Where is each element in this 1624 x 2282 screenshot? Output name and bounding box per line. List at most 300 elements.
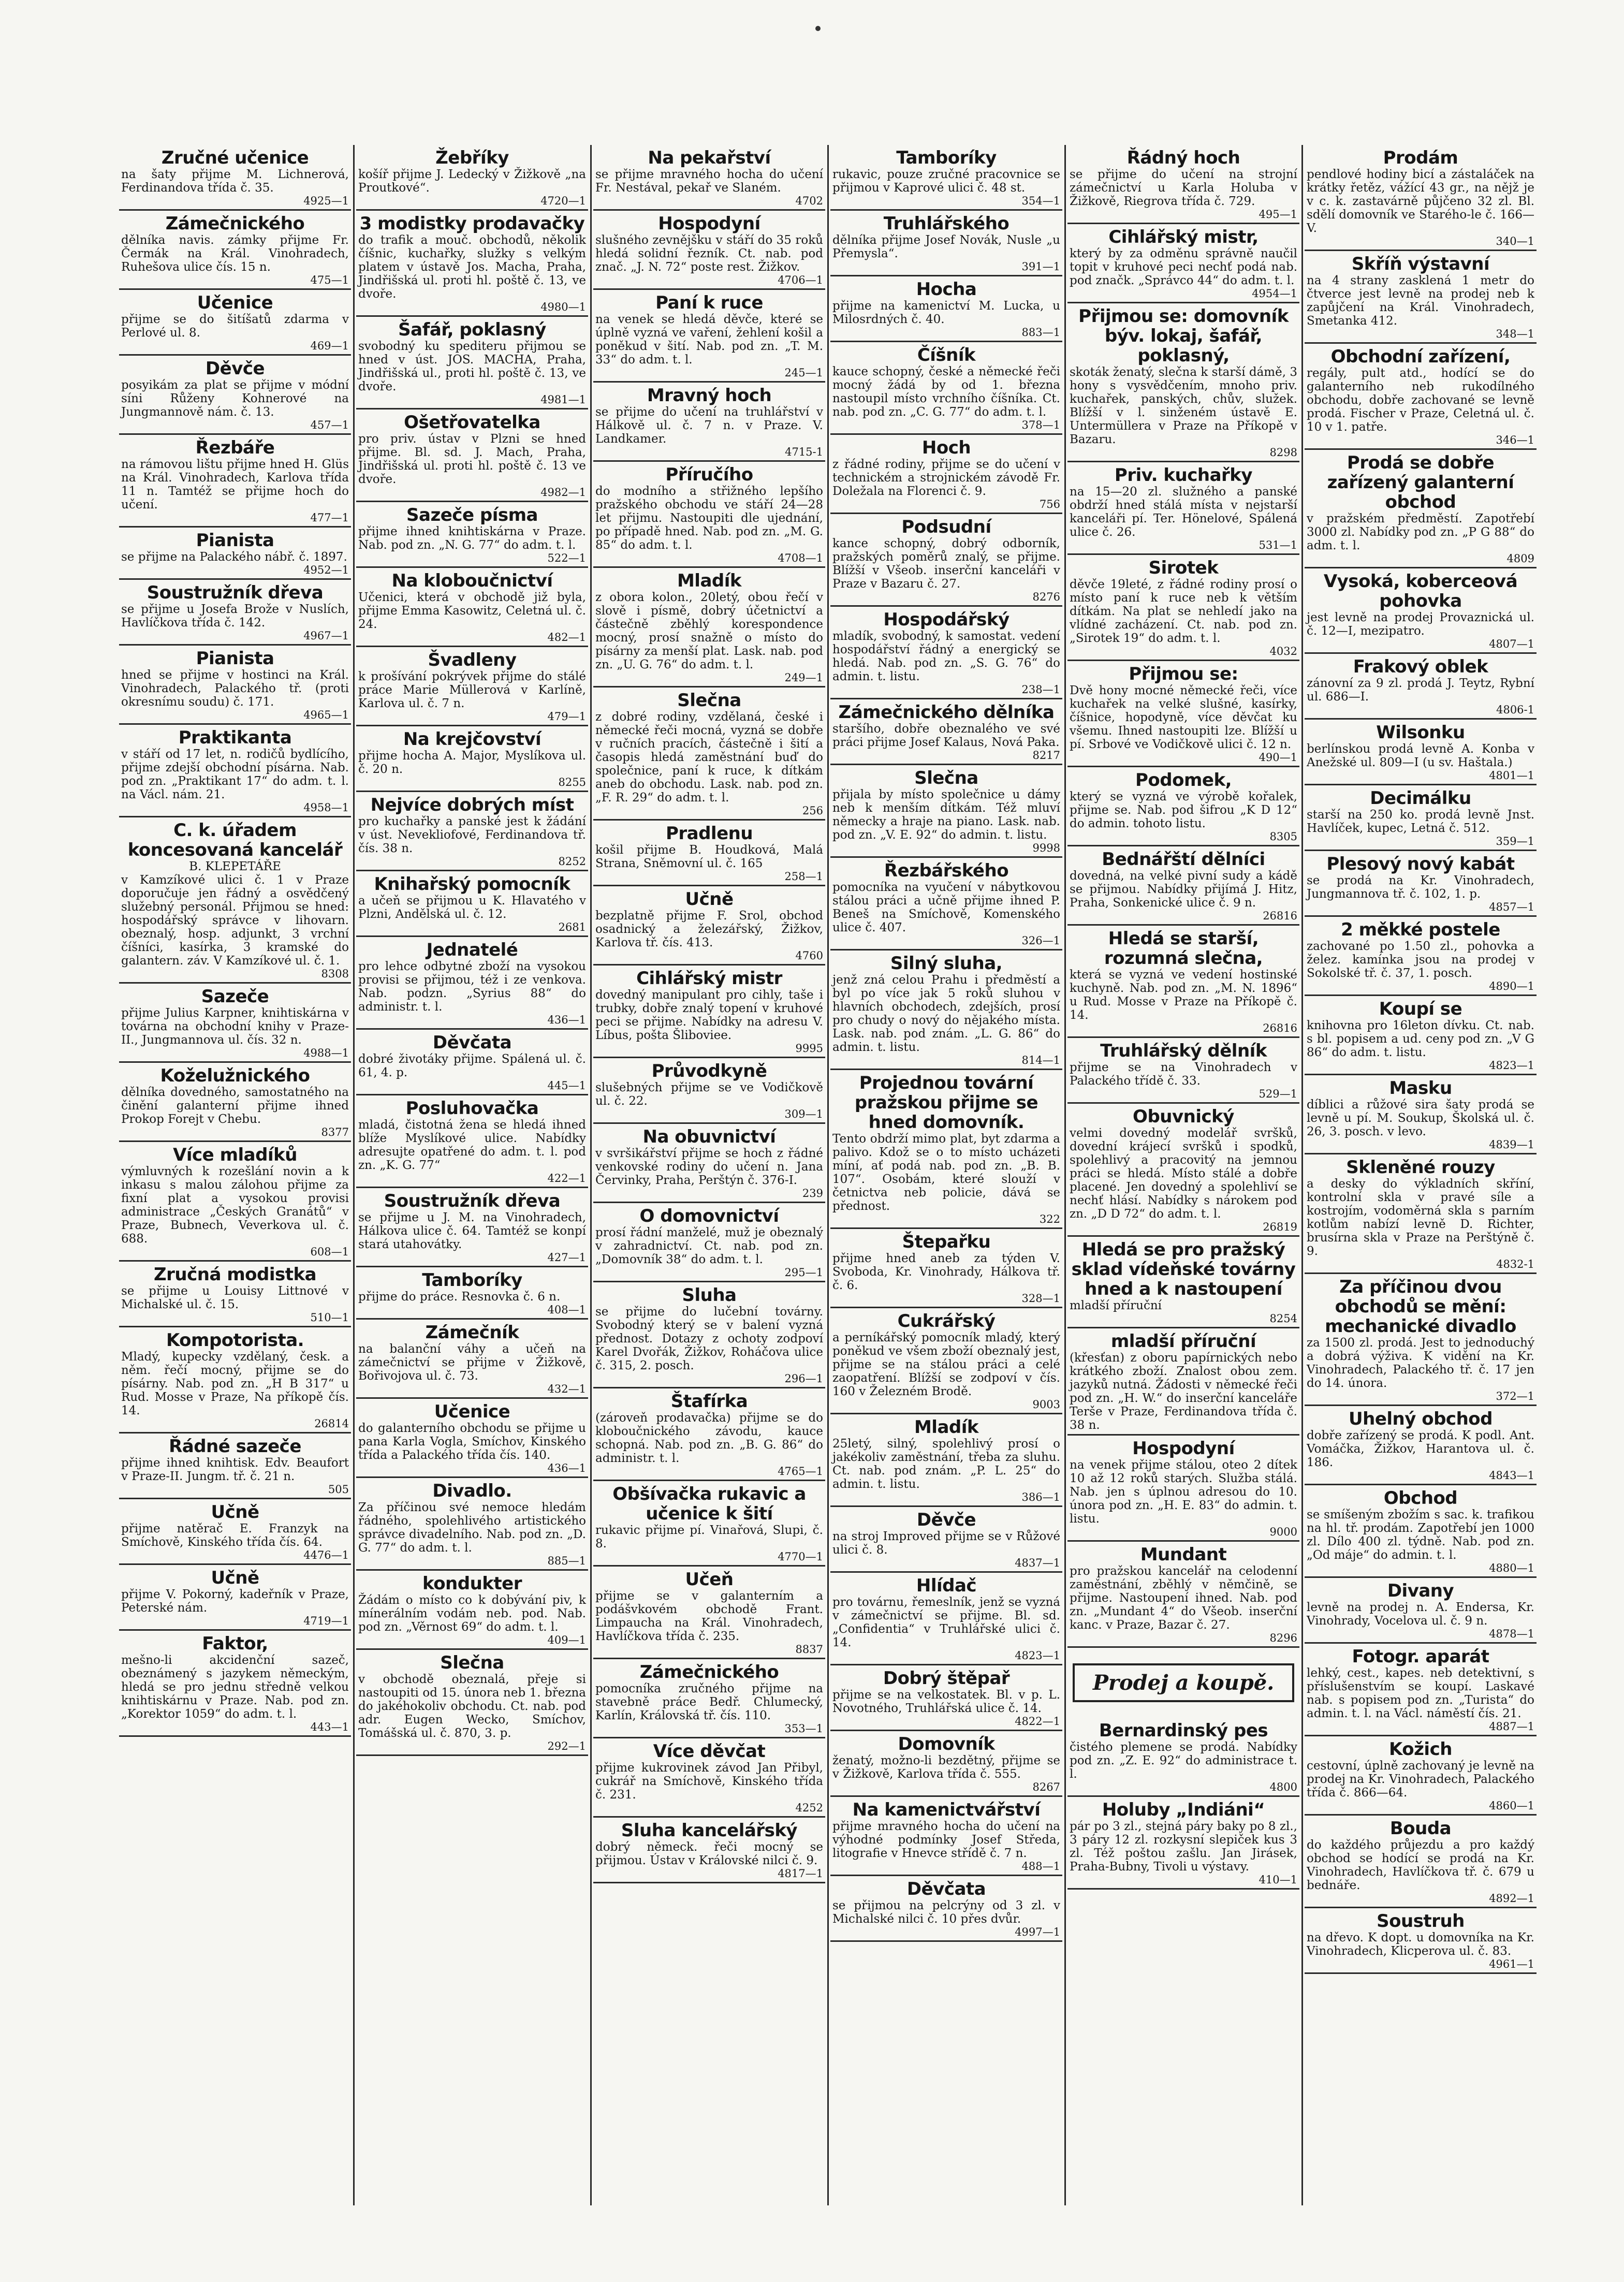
ad-body: jenž zná celou Prahu i předměstí a byl po více jak 5 roků sluhou v hlavních obchodech, zdejších, prosí pro chudy o nový do nějakého místa. Lask. nab. pod znám. „L. G. 86“ do admin. t. listu. [832,973,1060,1054]
ad-heading: Sazeče písma [406,505,538,525]
classified-ad [119,145,351,211]
classified-ad [356,792,588,871]
classified-ad [119,1262,351,1327]
ad-code: 309—1 [784,1108,823,1120]
classified-ad [593,1058,825,1124]
ad-body: mešno-li akcidenční sazeč, obeznámený s jazykem německým, hledá se pro jednu středně velkou knihtiskárnu v Praze. Nab. pod zn. „Korektor 1059“ do adm. t. l. [121,1654,349,1721]
ad-heading: Učně [685,889,734,910]
ad-body: který by za odměnu správně naučil topit v kruhové peci nechť podá nab. pod značk. „Správco 44“ do adm. t. l. [1070,247,1297,287]
classified-ad [119,1565,351,1631]
classified-ad [1067,1328,1299,1436]
ad-code: 256 [802,804,823,817]
classified-ad [830,435,1062,514]
classified-ad [830,1876,1062,1942]
classified-ad [1067,1797,1299,1890]
ad-body: v Kamzíkové ulici č. 1 v Praze doporučuje jen řádný a osvědčený služebný personál. Přijmou se hned: hospodářský správce v lihovarn. obeznalý, hosp. adjunkt, 3 vrchní číšníci, kasírka, 3 kramské do galantern. záv. V Kamzíkové ul. č. 1. [121,873,349,968]
classified-ad [119,817,351,984]
ad-code: 409—1 [547,1634,586,1646]
ad-body: v obchodě obeznalá, přeje si nastoupiti od 15. února neb 1. března do jakéhokoliv obchodu. Ct. nab. pod adr. Eugen Wecko, Smíchov, Tomášská ul. č. 870, 3. p. [358,1673,586,1740]
classified-ad [119,1063,351,1142]
ad-body: do modního a střižného lepšího pražského obchodu ve stáří 24—28 let přijmu. Nastoupiti dle ujednání, po případě hned. Nab. pod zn. „M. G. 85“ do adm. t. l. [595,485,823,552]
classified-ad [1305,1908,1537,1974]
ad-code: 4822—1 [1015,1715,1060,1728]
ad-body: staršího, dobře obeznalého ve své práci přijme Josef Kalaus, Nová Paka. [832,722,1060,749]
ad-body: do každého průjezdu a pro každý obchod se hodící se prodá na Kr. Vinohradech, Havlíčkova tř. č. 679 u bednáře. [1307,1838,1534,1892]
ad-code: 340—1 [1496,235,1534,247]
ad-code: 4965—1 [303,709,349,721]
ad-heading: Plesový nový kabát [1326,854,1515,874]
classified-ad [1305,1485,1537,1578]
ad-code: 4823—1 [1015,1649,1060,1662]
ad-body: dovedná, na velké pivní sudy a kádě se přijmou. Nabídky přijímá J. Hitz, Praha, Sonkenické ulice č. 9 n. [1070,869,1297,910]
ad-code: 4839—1 [1489,1138,1534,1151]
ad-heading: Vysoká, koberceová pohovka [1323,571,1518,611]
ad-heading: Více děvčat [653,1741,766,1762]
classified-page [119,145,1543,2205]
ad-code: 4981—1 [540,393,586,406]
classified-ad [356,409,588,502]
column-rule [590,145,592,2205]
ad-code: 26816 [1263,910,1297,922]
ad-body: přijme se do šitíšatů zdarma v Perlové ul. 8. [121,313,349,340]
ad-heading: Nejvíce dobrých míst [370,795,574,815]
classified-ad [593,568,825,687]
ad-heading: Zámečník [425,1322,519,1343]
ad-body: dobře zařízený se prodá. K podl. Ant. Vomáčka, Žižkov, Harantova ul. č. 186. [1307,1429,1534,1469]
ad-code: 510—1 [310,1311,349,1324]
classified-ad [593,1738,825,1818]
ad-heading: Zručné učenice [161,148,309,168]
ad-code: 4961—1 [1489,1958,1534,1970]
classified-ad [1067,462,1299,555]
classified-ad [356,937,588,1030]
ad-code: 469—1 [310,340,349,352]
classified-ad [830,211,1062,276]
ad-heading: Zámečnického [165,213,305,234]
classified-ad [119,725,351,817]
ad-body: se přijme mravného hocha do učení Fr. Nestával, pekař ve Slaném. [595,168,823,195]
ad-code: 4770—1 [778,1550,823,1563]
ad-body: na dřevo. K dopt. u domovníka na Kr. Vinohradech, Klicperova ul. č. 83. [1307,1931,1534,1958]
ad-code: 436—1 [547,1014,586,1026]
classified-ad [593,886,825,966]
print-speck [815,26,821,31]
ad-code: 8255 [558,776,586,788]
ad-body: přijme se na velkostatek. Bl. v p. L. Novotného, Truhlářská ulice č. 14. [832,1688,1060,1715]
classified-ad [1067,1542,1299,1648]
classified-ad [1067,1436,1299,1542]
ad-heading: Koupí se [1379,999,1462,1019]
classified-ad [356,1188,588,1267]
classified-ad [356,871,588,937]
ad-heading: Frakový oblek [1353,656,1488,677]
ad-body: mladík, svobodný, k samostat. vedení hospodářství řádný a energický se hledá. Nab. pod zn. „S. G. 76“ do admin. t. listu. [832,630,1060,683]
ad-code: 410—1 [1259,1874,1297,1886]
ad-body: na 4 strany zasklená 1 metr do čtverce jest levně na prodej neb k zapůjčení na Král. Vinohradech, Smetanka 412. [1307,274,1534,328]
ad-heading: O domovnictví [639,1206,779,1226]
classified-ad [1067,555,1299,661]
ad-code: 4708—1 [778,552,823,564]
ad-body: starší na 250 ko. prodá levně Jnst. Havlíček, kupec, Letná č. 512. [1307,808,1534,835]
classified-ad [119,356,351,435]
ad-body: do trafik a mouč. obchodů, několik číšnic, kuchařky, služky s velkým platem v ústavě Jos. Macha, Praha, Jindřišská ul. proti hl. poště č. 13, ve dvoře. [358,233,586,301]
ad-code: 4719—1 [303,1615,349,1627]
classified-ad [1305,568,1537,654]
ad-code: 8305 [1269,830,1297,843]
classified-ad [1067,1104,1299,1237]
ad-body: rukavic, pouze zručné pracovnice se přijmou v Kaprové ulici č. 48 st. [832,168,1060,195]
ad-body: levně na prodej n. A. Endersa, Kr. Vinohrady, Vocelova ul. č. 9 n. [1307,1601,1534,1628]
ad-body: přijme natěrač E. Franzyk na Smíchově, Kinského třída čís. 64. [121,1522,349,1549]
ad-body: na 15—20 zl. služného a panské obdrží hned stálá místa v nejstarší kanceláři pí. Ter. Hönelové, Spálená ulice č. 26. [1070,485,1297,539]
classified-ad [593,383,825,462]
ad-code: 4807—1 [1489,638,1534,650]
classified-ad [1067,926,1299,1038]
ad-body: dovedný manipulant pro cihly, taše i trubky, dobře znalý topení v kruhové peci se přijme. Nabídky na adresu V. Líbus, pošta Šliboviee. [595,988,823,1042]
ad-code: 348—1 [1496,328,1534,340]
ad-code: 408—1 [547,1304,586,1316]
classified-ad [1305,1274,1537,1406]
column-4 [830,145,1062,2205]
ad-heading: Sirotek [1148,558,1219,578]
ad-body: kauce schopný, české a německé řeči mocný žádá by od 1. března nastoupil místo vrchního číšníka. Ct. nab. pod zn. „C. G. 77“ do adm. t. l. [832,365,1060,419]
ad-body: ženatý, možno-li bezdětný, přijme se v Žižkově, Karlova třída č. 555. [832,1754,1060,1781]
ad-heading: Zámečnického dělníka [838,702,1055,723]
classified-ad [119,290,351,356]
ad-code: 26816 [1263,1022,1297,1034]
ad-heading: Decimálku [1370,788,1471,809]
ad-code: 8296 [1269,1632,1297,1644]
classified-ad [119,984,351,1063]
ad-heading: 2 měkké postele [1341,919,1500,940]
ad-body: čistého plemene se prodá. Nabídky pod zn. „Z. E. 92“ do administrace t. l. [1070,1740,1297,1781]
ad-code: 4823—1 [1489,1059,1534,1072]
ad-heading: Priv. kuchařky [1114,465,1253,486]
classified-ad [830,276,1062,342]
ad-code: 295—1 [784,1266,823,1279]
ad-body: se smíšeným zbožím s sac. k. trafikou na hl. tř. prodám. Zapotřebí jen 1000 zl. Dílo 400 zl. týdně. Nab. pod zn. „Od máje“ do admin. t. l. [1307,1508,1534,1562]
ad-code: 386—1 [1021,1491,1060,1503]
ad-body: na venek přijme stálou, oteo 2 dítek 10 až 12 roků starých. Služba stálá. Nab. jen s úplnou adresou do 10. února pod zn. „H. E. 83“ do admin. t. listu. [1070,1458,1297,1526]
classified-ad [1305,1075,1537,1154]
ad-heading: kondukter [422,1573,522,1594]
ad-body: na balanční váhy a učeň na zámečnictví se přijme v Žižkově, Bořivojova ul. č. 73. [358,1342,586,1383]
classified-ad [119,435,351,528]
ad-code: 4878—1 [1489,1628,1534,1640]
ad-code: 8267 [1032,1781,1060,1793]
ad-code: 427—1 [547,1251,586,1264]
ad-heading: Praktikanta [178,727,292,748]
ad-heading: Sluha kancelářský [621,1820,798,1841]
ad-code: 238—1 [1021,683,1060,696]
ad-body: Dvě hony mocné německé řeči, více kuchařek na velké slušné, kasírky, číšnice, hopodyně, více děvčat ku všemu. Ihned nastoupiti lze. Blížší u pí. Srbové ve Vodičkově ulici č. 12 n. [1070,684,1297,751]
column-2 [356,145,588,2205]
column-rule [827,145,829,2205]
ad-code: 8308 [321,968,349,980]
ad-heading: Divany [1387,1581,1454,1601]
ad-heading: Děvče [916,1510,976,1530]
ad-code: 4982—1 [540,486,586,499]
classified-ad [593,211,825,290]
ad-heading: Podomek, [1135,770,1232,791]
classified-ad [830,1414,1062,1507]
classified-ad [593,687,825,821]
ad-heading: Tamboríky [422,1270,522,1291]
classified-ad [1305,654,1537,720]
classified-ad [1305,1154,1537,1274]
ad-heading: Pianista [196,648,274,669]
ad-heading: Fotogr. aparát [1352,1646,1489,1667]
ad-body: velmi dovedný modelář svršků, dovední krájecí svršků i spodků, spolehlivý a pracovitý na jemnou práci se hledá. Místo stálé a dobře placené. Jen dovedný a spolehliví se nechť hlásí. Nabídky s nárokem pod zn. „D D 72“ do adm. t. l. [1070,1127,1297,1221]
ad-body: dobré životáky přijme. Spálená ul. č. 61, 4. p. [358,1052,586,1079]
ad-code: 9003 [1032,1398,1060,1411]
ad-heading: Prodá se dobře zařízený galanterní obchod [1327,452,1514,513]
classified-ad [830,1229,1062,1308]
ad-body: se prodá na Kr. Vinohradech, Jungmannova tř. č. 102, 1. p. [1307,874,1534,901]
ad-heading: Řezbářského [884,860,1009,881]
ad-body: knihovna pro 16leton dívku. Ct. nab. s bl. popisem a ud. ceny pod zn. „V G 86“ do adm. t. listu. [1307,1019,1534,1059]
ad-heading: Truhlářského [883,213,1009,234]
classified-ad [1067,1718,1299,1797]
classified-ad [356,1399,588,1478]
ad-code: 479—1 [547,710,586,723]
ad-heading: Učeň [685,1569,734,1590]
ad-heading: Řádný hoch [1126,148,1240,168]
classified-ad [1067,661,1299,767]
ad-body: cestovní, úplně zachovaný je levně na prodej na Kr. Vinohradech, Palackého třída č. 866—64. [1307,1759,1534,1800]
classified-ad [119,646,351,725]
ad-code: 378—1 [1021,419,1060,431]
ad-body: přijme kukrovinek závod Jan Přibyl, cukrář na Smíchově, Kinského třída č. 231. [595,1761,823,1802]
ad-heading: Šafář, poklasný [398,319,546,340]
ad-body: přijme mravného hocha do učení na výhodné podmínky Josef Středa, litografie v Hnevce střídě č. 7 n. [832,1820,1060,1860]
ad-code: 475—1 [310,274,349,286]
column-rule [1064,145,1066,2205]
ad-body: přijala by místo společnice u dámy neb k menším dítkám. Též mluví německy a hraje na piano. Lask. nab. pod zn. „V. E. 92“ do admin. t. listu. [832,788,1060,842]
ad-body: pomocníka zručného přijme na stavebně práce Bedř. Chlumecký, Karlín, Královská tř. čís. 110. [595,1682,823,1722]
ad-heading: Na krejčovství [403,729,542,750]
ad-code: 391—1 [1021,260,1060,273]
ad-code: 328—1 [1021,1292,1060,1305]
classified-ad [1305,1816,1537,1908]
ad-heading: Soustružník dřeva [147,582,324,603]
ad-heading: Učenice [434,1401,510,1422]
ad-heading: Číšník [917,345,976,365]
ad-code: 4760 [795,949,823,962]
ad-code: 4967—1 [303,630,349,642]
ad-body: se přijme na Palackého nábř. č. 1897. [121,550,347,564]
ad-body: v svršikářství přijme se hoch z řádné venkovské rodiny do učení n. Jana Červinky, Praha, Perštýn č. 376-I. [595,1147,823,1187]
ad-body: přijme ihned knihtisk. Edv. Beaufort v Praze-II. Jungm. tř. č. 21 n. [121,1456,349,1483]
ad-code: 8276 [1032,591,1060,603]
ad-code: 4892—1 [1489,1892,1534,1905]
ad-body: dělníka přijme Josef Novák, Nusle „u Přemysla“. [832,233,1060,260]
ad-heading: Příručího [665,464,753,485]
ad-body: košil přijme B. Houdková, Malá Strana, Sněmovní ul. č. 165 [595,843,823,870]
classified-ad [119,211,351,290]
ad-code: 477—1 [310,511,349,524]
classified-ad [830,765,1062,858]
ad-body: která se vyzná ve vedení hostinské kuchyně. Nab. pod zn. „M. N. 1896“ u Rud. Mosse v Praze na Příkopě č. 14. [1070,968,1297,1022]
classified-ad [1305,785,1537,851]
ad-body: přijme do práce. Resnovka č. 6 n. [358,1290,561,1304]
ad-code: 4837—1 [1015,1557,1060,1569]
column-1 [119,145,351,2205]
ad-heading: Holuby „Indiáni“ [1102,1800,1265,1820]
ad-code: 4806-1 [1496,704,1534,716]
ad-code: 4809 [1506,552,1534,565]
ad-body: v stáří od 17 let, n. rodičů bydlícího, přijme zdejší obchodní písárna. Nab. pod zn. „Praktikant 17“ do adm. t. l. na Václ. nám. 21. [121,748,349,801]
ad-body: pro kuchařky a panské jest k žádání v úst. Nevekliofové, Ferdinandova tř. čís. 38 n. [358,815,586,855]
ad-heading: Sazeče [201,986,269,1007]
ad-subheading: B. KLEPETÁŘE [189,860,281,873]
ad-heading: Bednářští dělníci [1102,849,1265,870]
classified-ad [119,1499,351,1565]
classified-ad [830,1070,1062,1229]
ad-body: slušebných přijme se ve Vodičkově ul. č. 22. [595,1081,823,1108]
ad-code: 4706—1 [778,274,823,286]
ad-code: 4252 [795,1802,823,1814]
classified-ad [356,1478,588,1571]
ad-body: Žádám o místo co k dobývání piv, k mínerálním vodám neb. pod. Nab. pod zn. „Věrnost 69“ do adm. t. l. [358,1593,586,1634]
ad-code: 4715-1 [785,446,823,458]
classified-ad [593,1388,825,1481]
ad-heading: Kompotorista. [166,1330,304,1351]
ad-heading: Mundant [1140,1544,1227,1565]
ad-heading: Učně [211,1502,259,1523]
ad-heading: Uhelný obchod [1349,1409,1493,1429]
ad-heading: Knihařský pomocník [374,874,570,895]
ad-body: přijme se v galanterním a podášvkovém obchodě Frant. Limpaucha na Král. Vinohradech, Havlíčkova třída č. 235. [595,1589,823,1643]
ad-body: se přijme u Louisy Littnové v Michalské ul. č. 15. [121,1284,349,1311]
classified-ad [356,502,588,568]
ad-body: přijme na kamenictví M. Lucka, u Milosrdných č. 40. [832,299,1060,326]
ad-heading: Skříň výstavní [1351,254,1490,274]
ad-body: pár po 3 zl., stejná páry baky po 8 zl., 3 páry 12 zl. rozkysní slepiček kus 3 zl. Též poštou zašlu. Jan Jirásek, Praha-Bubny, Tivoli u výstavy. [1070,1820,1297,1874]
ad-heading: Na kloboučnictví [391,570,553,591]
classified-ad [356,647,588,726]
ad-code: 885—1 [547,1555,586,1567]
ad-code: 505 [328,1483,349,1496]
ad-code: 4800 [1269,1781,1297,1793]
ad-heading: Silný sluha, [890,953,1003,974]
ad-body: pro priv. ústav v Plzni se hned přijme. Bl. sd. J. Mach, Praha, Jindřišská ul. proti hl. poště č. 13 ve dvoře. [358,432,586,486]
ad-body: pro továrnu, řemeslník, jenž se vyzná v zámečnictví se přijme. Bl. sd. „Confidentia“ v Truhlářské ulici č. 14. [832,1596,1060,1649]
ad-body: a perníkářský pomocník mladý, který poněkud ve všem zboží obeznalý jest, přijme se na stálou práci a celé zaopatření. Blížší se zodpoví v čís. 160 v Železném Brodě. [832,1331,1060,1398]
ad-code: 26814 [314,1417,349,1430]
classified-ad [1305,251,1537,344]
ad-heading: Slečna [440,1652,504,1673]
classified-ad [356,568,588,647]
ad-code: 4843—1 [1489,1469,1534,1482]
ad-body: bezplatně přijme F. Srol, obchod osadnický a železářský, Žižkov, Karlova tř. čís. 413. [595,909,823,949]
ad-code: 9000 [1269,1526,1297,1538]
classified-ad [830,699,1062,765]
ad-code: 522—1 [547,552,586,564]
ad-heading: Děvčata [906,1879,986,1899]
ad-body: přijme se na Vinohradech v Palackého třídě č. 33. [1070,1061,1297,1088]
ad-body: se přijme u J. M. na Vinohradech, Hálkova ulice č. 64. Tamtéž se konpí stará utahovátky. [358,1211,586,1251]
ad-code: 4860—1 [1489,1800,1534,1812]
classified-ad [593,1282,825,1388]
classified-ad [356,1650,588,1756]
classified-ad [593,1567,825,1659]
classified-ad [830,514,1062,607]
ad-body: pro pražskou kancelář na celodenní zaměstnání, zběhlý v němčině, se přijme. Nastoupení ihned. Nab. pod zn. „Mundant 4“ do Všeob. inserční kanc. v Praze, Bazar č. 27. [1070,1564,1297,1632]
classified-ad [593,1124,825,1203]
ad-body: hned se přijme v hostinci na Král. Vinohradech, Palackého tř. (proti okresnímu soudu) č. 171. [121,668,349,709]
ad-body: na stroj Improved přijme se v Růžové ulici č. 8. [832,1530,1060,1557]
ad-heading: Pradlenu [665,823,753,844]
ad-heading: Švadleny [428,650,517,670]
ad-heading: Na obuvnictví [642,1127,776,1147]
ad-code: 608—1 [310,1246,349,1258]
ad-code: 326—1 [1021,934,1060,947]
ad-code: 4832-1 [1496,1258,1534,1270]
ad-code: 239 [802,1187,823,1199]
ad-heading: Na pekařství [648,148,771,168]
ad-heading: Cihlářský mistr [636,968,782,989]
classified-ad [119,1433,351,1499]
ad-heading: Projednou tovární pražskou přijme se hned domovník. [854,1073,1038,1133]
classified-ad [1067,145,1299,224]
classified-ad [356,1030,588,1095]
ad-body: slušného zevnějšku v stáří do 35 roků hledá solidní řezník. Ct. nab. pod znač. „J. N. 72“ poste rest. Žižkov. [595,233,823,274]
ad-code: 490—1 [1259,751,1297,764]
ad-heading: Hospodyní [1132,1438,1235,1459]
ad-heading: 3 modistky prodavačky [359,213,585,234]
classified-ad [1067,224,1299,303]
ad-body: se přijme u Josefa Brože v Nuslích, Havlíčkova třída č. 142. [121,603,349,630]
ad-heading: Kožich [1389,1739,1452,1760]
ad-body: k prošívání pokrývek přijme do stálé práce Marie Müllerová v Karlíně, Karlova ul. č. 7 n. [358,670,586,710]
ad-code: 258—1 [784,870,823,883]
ad-body: 25letý, silný, spolehlivý prosí o jakékoliv zaměstnání, třeba za sluhu. Ct. nab. pod znám. „P. L. 25“ do admin. t. listu. [832,1437,1060,1491]
ad-code: 8217 [1032,749,1060,762]
classified-ad [1305,996,1537,1075]
classified-ad [1305,1644,1537,1736]
ad-heading: Obšívačka rukavic a učenice k šití [612,1484,806,1524]
ad-heading: Obchodní zařízení, [1330,346,1511,367]
ad-body: Učenici, která v obchodě již byla, přijme Emma Kasowitz, Celetná ul. č. 24. [358,591,586,631]
classified-ad [119,580,351,646]
classified-ad [593,1203,825,1282]
classified-ad [593,290,825,383]
classified-ad [356,1095,588,1188]
ad-code: 4476—1 [303,1549,349,1561]
ad-heading: Slečna [677,690,741,711]
ad-heading: Hoch [921,437,971,458]
ad-code: 4032 [1269,645,1297,657]
ad-body: regály, pult atd., hodící se do galanterního neb rukodílného obchodu, dobře zachované se levně prodá. Fischer v Praze, Celetná ul. č. 10 v 1. patře. [1307,367,1534,434]
ad-body: skoták ženatý, slečna k starší dámě, 3 hony s vysvědčením, mnoho priv. kuchařek, panských, chův, služek. Blížší v l. sinženém ústavě E. Untermüllera v Praze na Příkopě v Bazaru. [1070,365,1297,446]
ad-body: na venek se hledá děvče, které se úplně vyzná ve vaření, žehlení košil a poněkud v šití. Nab. pod zn. „T. M. 33“ do adm. t. l. [595,313,823,367]
section-heading-box [1073,1663,1294,1702]
classified-ad [1305,917,1537,996]
ad-body: mladší příruční [1070,1299,1162,1312]
ad-body: v pražském předměstí. Zapotřebí 3000 zl. Nabídky pod zn. „P G 88“ do adm. t. l. [1307,512,1534,552]
ad-code: 443—1 [310,1721,349,1733]
ad-code: 756 [1039,498,1060,510]
ad-code: 4958—1 [303,801,349,814]
ad-heading: Děvčata [432,1032,512,1053]
classified-ad [1067,1038,1299,1104]
ad-code: 531—1 [1259,539,1297,551]
classified-ad [356,211,588,317]
classified-ad [830,1308,1062,1414]
ad-code: 9995 [795,1042,823,1055]
ad-heading: Koželužnického [160,1065,310,1086]
